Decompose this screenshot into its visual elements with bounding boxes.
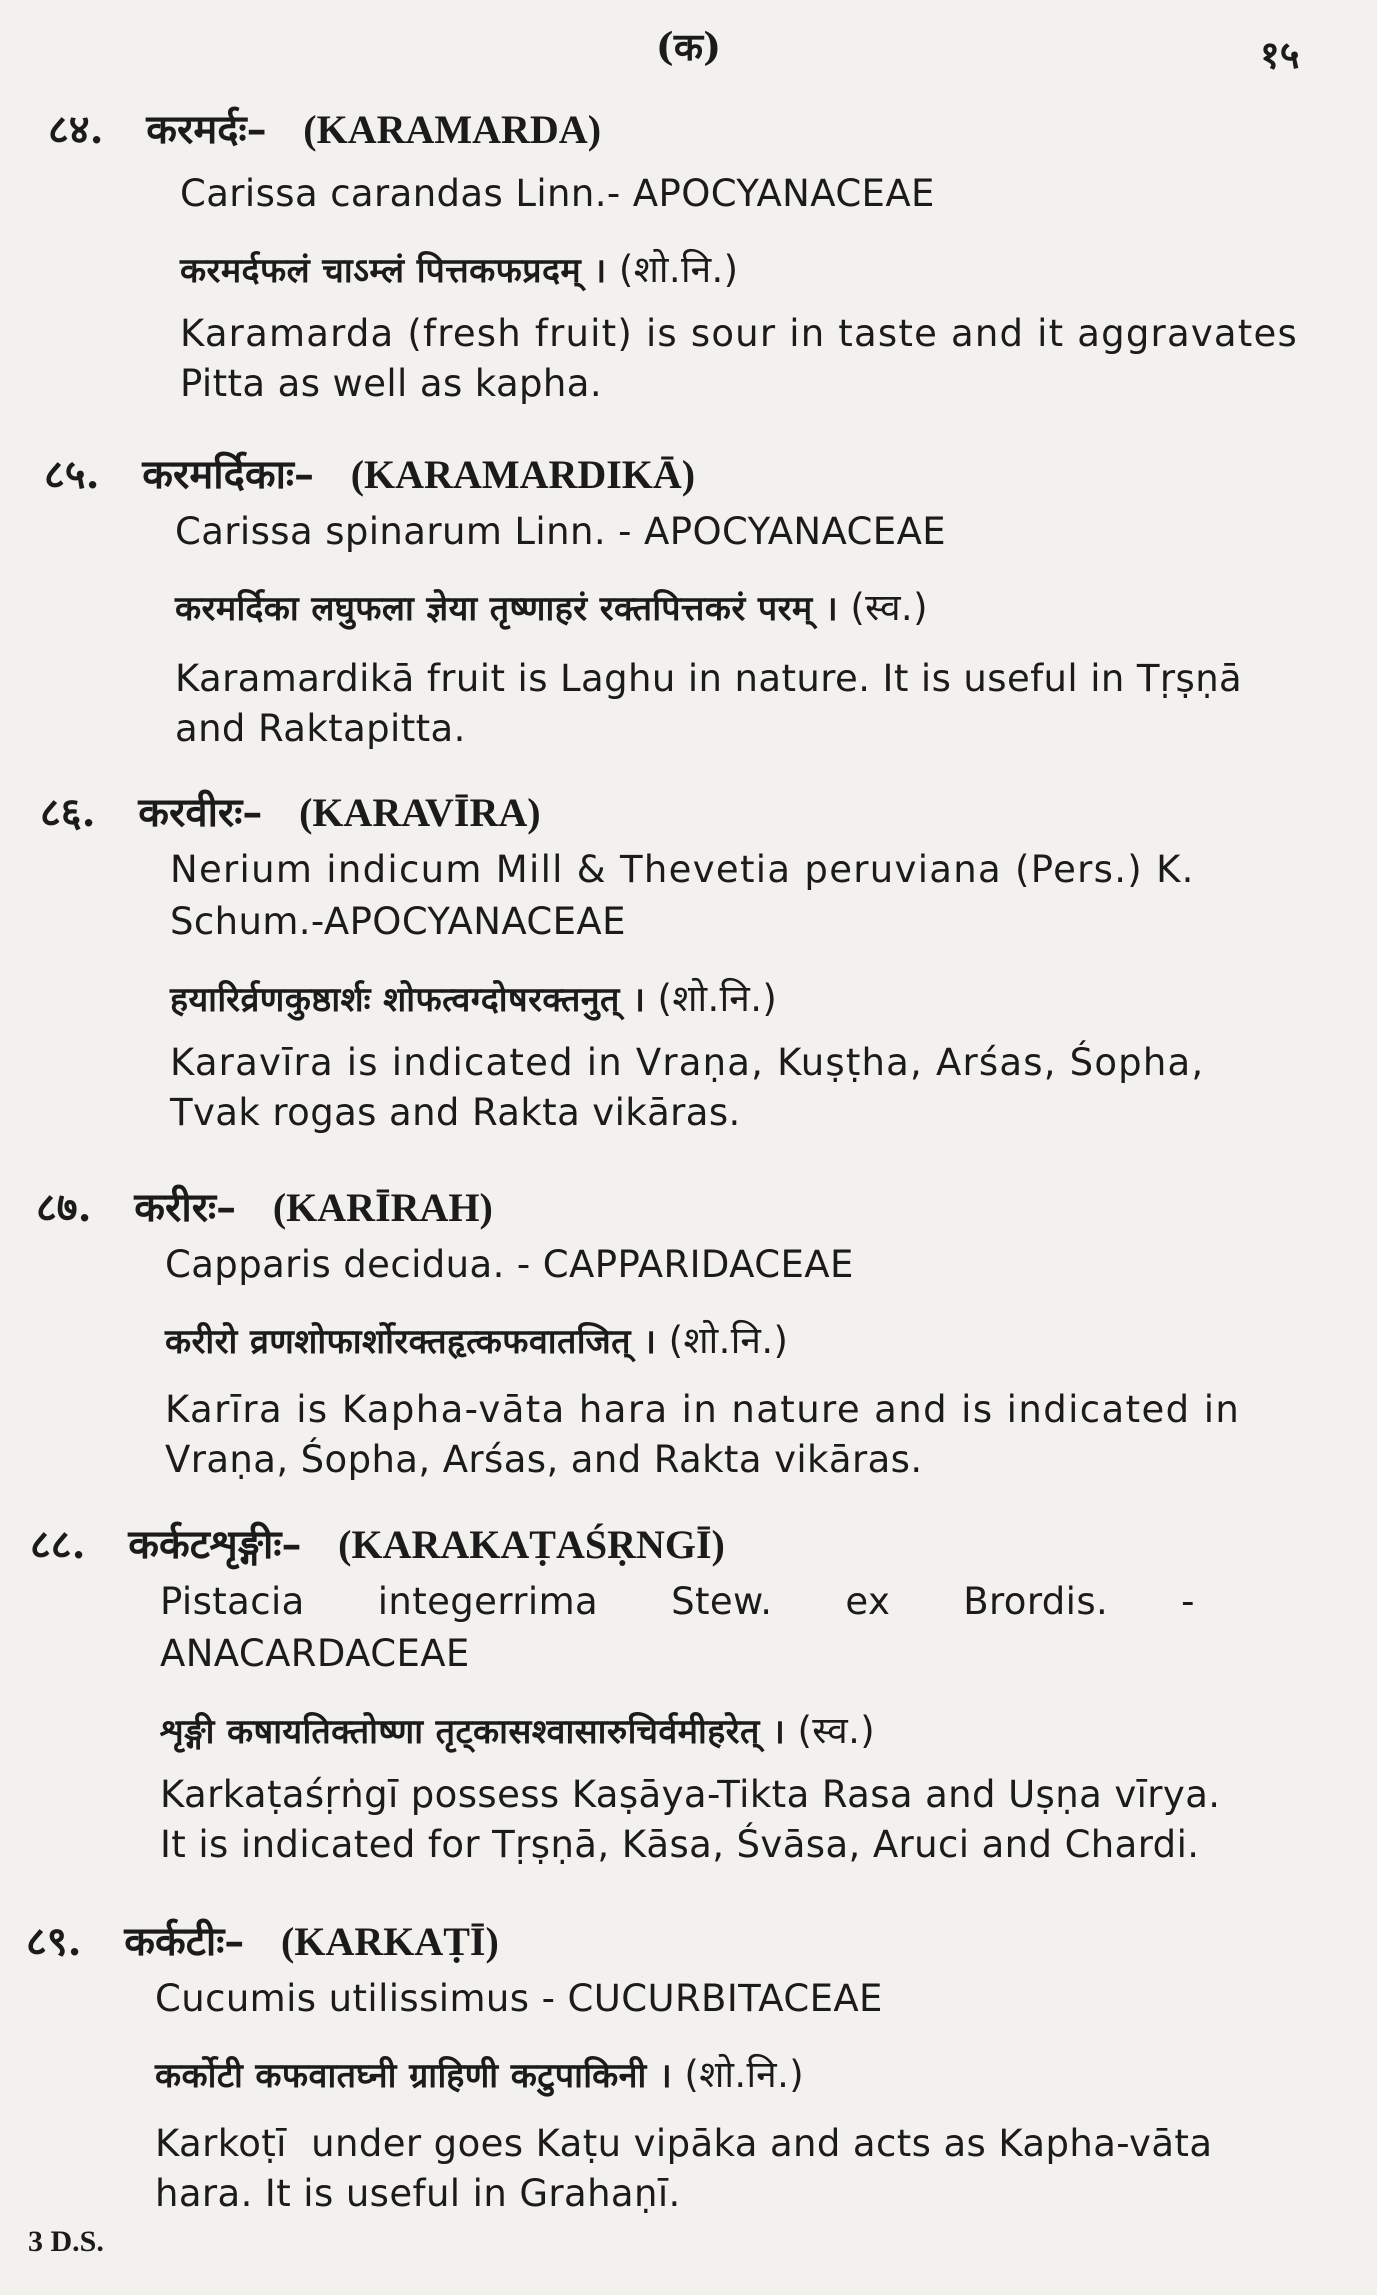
sanskrit-verse: हयारिर्व्रणकुष्ठार्शः शोफत्वग्दोषरक्तनुत् । [170, 980, 646, 1020]
entry-number: ८९. [26, 1918, 82, 1965]
description-line: Tvak rogas and Rakta vikāras. [170, 1091, 741, 1134]
english-name: (KARAKAṬAŚṚNGĪ) [338, 1522, 725, 1567]
verse-source: (शो.नि.) [657, 977, 778, 1020]
verse-line [175, 580, 928, 631]
botanical-name: Carissa spinarum Linn. - APOCYANACEAE [175, 510, 947, 553]
sanskrit-name: करवीरः– [138, 789, 263, 836]
entry-number: ८८. [30, 1521, 86, 1568]
sanskrit-verse: करमर्दफलं चाऽम्लं पित्तकफप्रदम् । [180, 251, 607, 291]
botanical-name: Carissa carandas Linn.- APOCYANACEAE [180, 172, 935, 215]
verse-line [180, 242, 739, 293]
botanical-name: Cucumis utilissimus - CUCURBITACEAE [155, 1977, 883, 2020]
description-line: Karamardikā fruit is Laghu in nature. It is useful in Tṛṣṇā [175, 657, 1243, 700]
entry-heading [48, 100, 601, 155]
verse-source: (स्व.) [797, 1709, 876, 1752]
sanskrit-name: करमर्दः– [146, 106, 267, 153]
entry-number: ८५. [44, 451, 100, 498]
english-name: (KARAMARDIKĀ) [350, 452, 696, 497]
description-line: Karamarda (fresh fruit) is sour in taste and it aggravates [180, 312, 1298, 355]
entry-heading [40, 783, 541, 838]
botanical-name-continued: Schum.-APOCYANACEAE [170, 900, 626, 943]
sanskrit-name: करमर्दिकाः– [142, 451, 315, 498]
english-name: (KARKAṬĪ) [281, 1919, 499, 1964]
sanskrit-name: कर्कटीः– [124, 1918, 245, 1965]
entry-number: ८६. [40, 789, 96, 836]
english-name: (KARĪRAH) [272, 1185, 493, 1230]
sanskrit-name: कर्कटशृङ्गीः– [128, 1521, 302, 1568]
sanskrit-verse: करीरो व्रणशोफार्शोरक्तहृत्कफवातजित् । [165, 1322, 657, 1362]
entry-number: ८७. [36, 1184, 92, 1231]
description-line: It is indicated for Tṛṣṇā, Kāsa, Śvāsa, Aruci and Chardi. [160, 1823, 1200, 1866]
description-line: hara. It is useful in Grahaṇī. [155, 2172, 681, 2215]
sanskrit-name: करीरः– [134, 1184, 237, 1231]
entry-heading [30, 1515, 725, 1570]
description-line: Karīra is Kapha-vāta hara in nature and is indicated in [165, 1388, 1241, 1431]
botanical-name: Pistacia integerrima Stew. ex Brordis. - [160, 1580, 1195, 1623]
description-line: Karkoṭī under goes Kaṭu vipāka and acts as Kapha-vāta [155, 2122, 1213, 2165]
verse-line [170, 971, 777, 1022]
description-line: Vraṇa, Śopha, Arśas, and Rakta vikāras. [165, 1438, 923, 1481]
verse-line [160, 1703, 875, 1754]
english-name: (KARAVĪRA) [299, 790, 541, 835]
verse-source: (शो.नि.) [618, 248, 739, 291]
botanical-name: Nerium indicum Mill & Thevetia peruviana (Pers.) K. [170, 848, 1195, 891]
sanskrit-verse: शृङ्गी कषायतिक्तोष्णा तृट्कासश्वासारुचिर्वमीहरेत् । [160, 1712, 786, 1752]
verse-line [165, 1313, 788, 1364]
verse-source: (शो.नि.) [684, 2053, 805, 2096]
entry-heading [36, 1178, 493, 1233]
signature-mark: 3 D.S. [28, 2225, 104, 2258]
description-line: and Raktapitta. [175, 707, 466, 750]
english-name: (KARAMARDA) [303, 107, 602, 152]
section-heading: (क) [655, 24, 722, 69]
description-line: Karkaṭaśṛṅgī possess Kaṣāya-Tikta Rasa and Uṣṇa vīrya. [160, 1773, 1221, 1816]
description-line: Pitta as well as kapha. [180, 362, 603, 405]
entry-heading [44, 445, 695, 500]
entry-heading [26, 1912, 499, 1967]
page-number: १५ [1260, 32, 1300, 77]
sanskrit-verse: करमर्दिका लघुफला ज्ञेया तृष्णाहरं रक्तपित्तकरं परम् । [175, 589, 839, 629]
sanskrit-verse: कर्कोटी कफवातघ्नी ग्राहिणी कटुपाकिनी । [155, 2056, 673, 2096]
verse-source: (स्व.) [850, 586, 928, 629]
verse-source: (शो.नि.) [668, 1319, 789, 1362]
botanical-name: Capparis decidua. - CAPPARIDACEAE [165, 1243, 854, 1286]
description-line: Karavīra is indicated in Vraṇa, Kuṣṭha, Arśas, Śopha, [170, 1041, 1205, 1084]
verse-line [155, 2047, 804, 2098]
entry-number: ८४. [48, 106, 104, 153]
botanical-name-continued: ANACARDACEAE [160, 1632, 470, 1675]
